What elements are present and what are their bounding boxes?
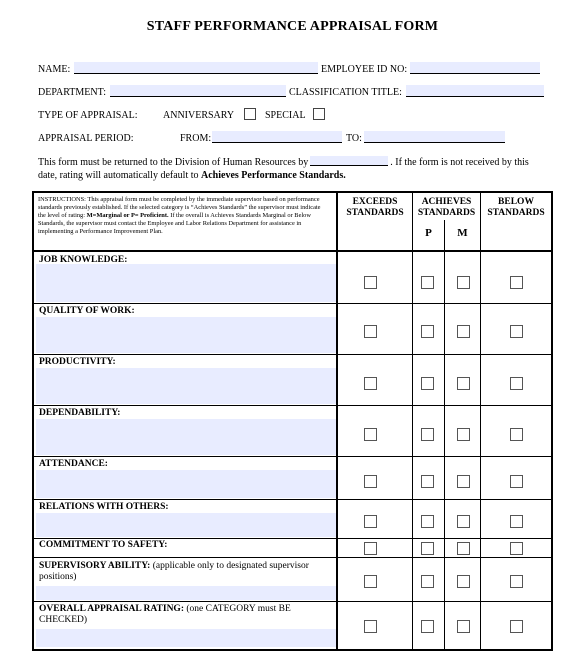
- comment-area[interactable]: [36, 629, 336, 647]
- comment-area[interactable]: [36, 317, 336, 353]
- checkbox-below[interactable]: [510, 620, 523, 633]
- employee-id-label: EMPLOYEE ID NO:: [321, 64, 408, 75]
- checkbox-exceeds[interactable]: [364, 377, 377, 390]
- row-dependability: DEPENDABILITY:: [39, 408, 121, 418]
- checkbox-achieves-p[interactable]: [421, 475, 434, 488]
- anniversary-checkbox[interactable]: [244, 108, 256, 120]
- col-divider: [480, 193, 481, 649]
- comment-area[interactable]: [36, 264, 336, 302]
- special-checkbox[interactable]: [313, 108, 325, 120]
- checkbox-achieves-p[interactable]: [421, 428, 434, 441]
- marginal-header: M: [457, 227, 468, 239]
- from-label: FROM:: [180, 133, 212, 144]
- classification-field[interactable]: [406, 85, 544, 97]
- instructions: [38, 196, 328, 236]
- return-date-field[interactable]: [310, 156, 388, 166]
- checkbox-achieves-m[interactable]: [457, 325, 470, 338]
- notice-text-1: This form must be returned to the Division of Human Resources by: [38, 157, 309, 168]
- instructions-text-2: If the overall is Achieves Standards Marginal or Below Standards, the supervisor must contact the Employee and Labor Relations Department for assistance in implementing a Performance Improvement Plan.: [38, 212, 311, 235]
- checkbox-exceeds[interactable]: [364, 542, 377, 555]
- type-of-appraisal-label: TYPE OF APPRAISAL:: [38, 110, 138, 121]
- checkbox-achieves-p[interactable]: [421, 620, 434, 633]
- appraisal-period-label: APPRAISAL PERIOD:: [38, 133, 134, 144]
- checkbox-achieves-m[interactable]: [457, 377, 470, 390]
- checkbox-below[interactable]: [510, 428, 523, 441]
- from-date-field[interactable]: [212, 131, 342, 143]
- instructions-levels: M=Marginal or P= Proficient.: [86, 212, 169, 219]
- checkbox-below[interactable]: [510, 515, 523, 528]
- return-notice: [38, 156, 548, 182]
- checkbox-exceeds[interactable]: [364, 515, 377, 528]
- checkbox-exceeds[interactable]: [364, 620, 377, 633]
- notice-text-2: . If the form is not received by this date, rating will automatically default to: [38, 157, 529, 181]
- row-overall-appraisal-rating: OVERALL APPRAISAL RATING: (one CATEGORY must BE CHECKED): [39, 604, 291, 625]
- checkbox-achieves-p[interactable]: [421, 377, 434, 390]
- department-label: DEPARTMENT:: [38, 87, 106, 98]
- below-standards-header: BELOW STANDARDS: [487, 197, 545, 218]
- row-divider: [34, 405, 551, 406]
- form-title: STAFF PERFORMANCE APPRAISAL FORM: [146, 19, 439, 34]
- checkbox-exceeds[interactable]: [364, 276, 377, 289]
- name-field[interactable]: [74, 62, 318, 74]
- checkbox-achieves-p[interactable]: [421, 575, 434, 588]
- col-divider: [412, 193, 413, 649]
- anniversary-label: ANNIVERSARY: [163, 110, 235, 121]
- checkbox-below[interactable]: [510, 377, 523, 390]
- row-relations-with-others: RELATIONS WITH OTHERS:: [39, 502, 169, 512]
- instructions-text-1: INSTRUCTIONS: This appraisal form must be completed by the immediate supervisor based on performance standards previously established. If the selected category is “Achieves Standards” the supervisor must indicate the level of rating:: [38, 196, 321, 219]
- employee-id-field[interactable]: [410, 62, 540, 74]
- comment-area[interactable]: [36, 419, 336, 455]
- checkbox-achieves-m[interactable]: [457, 475, 470, 488]
- comment-area[interactable]: [36, 513, 336, 537]
- checkbox-achieves-p[interactable]: [421, 542, 434, 555]
- checkbox-exceeds[interactable]: [364, 475, 377, 488]
- row-divider: [34, 354, 551, 355]
- row-divider: [34, 557, 551, 558]
- checkbox-achieves-m[interactable]: [457, 276, 470, 289]
- checkbox-below[interactable]: [510, 542, 523, 555]
- notice-default-rating: Achieves Performance Standards.: [201, 169, 346, 181]
- comment-area[interactable]: [36, 470, 336, 498]
- checkbox-exceeds[interactable]: [364, 428, 377, 441]
- checkbox-achieves-m[interactable]: [457, 428, 470, 441]
- exceeds-standards-header: EXCEEDS STANDARDS: [346, 197, 404, 218]
- classification-label: CLASSIFICATION TITLE:: [289, 87, 402, 98]
- checkbox-achieves-p[interactable]: [421, 325, 434, 338]
- col-divider-pm: [444, 220, 445, 649]
- row-attendance: ATTENDANCE:: [39, 459, 108, 469]
- row-supervisory-ability: SUPERVISORY ABILITY: (applicable only to designated supervisor positions): [39, 561, 309, 582]
- name-label: NAME:: [38, 64, 71, 75]
- row-divider: [34, 538, 551, 539]
- proficient-header: P: [425, 227, 432, 239]
- col-divider: [336, 193, 338, 649]
- row-job-knowledge: JOB KNOWLEDGE:: [39, 255, 128, 265]
- checkbox-achieves-m[interactable]: [457, 620, 470, 633]
- row-divider: [34, 303, 551, 304]
- special-label: SPECIAL: [265, 110, 306, 121]
- checkbox-below[interactable]: [510, 475, 523, 488]
- checkbox-achieves-m[interactable]: [457, 575, 470, 588]
- row-divider: [34, 601, 551, 602]
- checkbox-exceeds[interactable]: [364, 575, 377, 588]
- rating-table: [32, 191, 553, 651]
- row-quality-of-work: QUALITY OF WORK:: [39, 306, 135, 316]
- header-divider: [34, 250, 551, 252]
- checkbox-exceeds[interactable]: [364, 325, 377, 338]
- checkbox-below[interactable]: [510, 575, 523, 588]
- checkbox-below[interactable]: [510, 325, 523, 338]
- row-divider: [34, 456, 551, 457]
- comment-area[interactable]: [36, 586, 336, 600]
- checkbox-below[interactable]: [510, 276, 523, 289]
- checkbox-achieves-p[interactable]: [421, 515, 434, 528]
- checkbox-achieves-p[interactable]: [421, 276, 434, 289]
- department-field[interactable]: [110, 85, 286, 97]
- comment-area[interactable]: [36, 368, 336, 404]
- checkbox-achieves-m[interactable]: [457, 515, 470, 528]
- to-date-field[interactable]: [364, 131, 505, 143]
- row-divider: [34, 499, 551, 500]
- row-commitment-to-safety: COMMITMENT TO SAFETY:: [39, 540, 168, 550]
- achieves-standards-header: ACHIEVES STANDARDS: [417, 197, 476, 218]
- row-productivity: PRODUCTIVITY:: [39, 357, 116, 367]
- to-label: TO:: [346, 133, 362, 144]
- checkbox-achieves-m[interactable]: [457, 542, 470, 555]
